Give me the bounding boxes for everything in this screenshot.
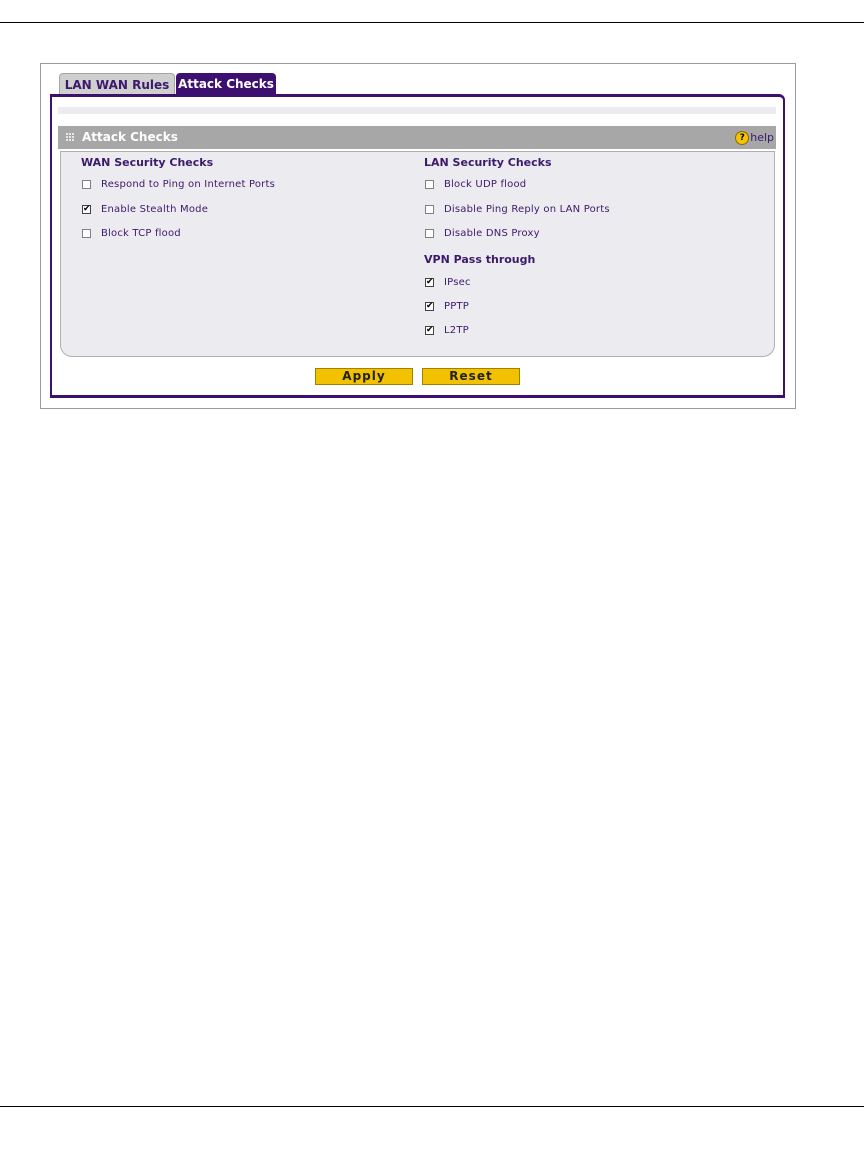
help-icon[interactable]: ? [735,131,749,145]
section-header [58,126,776,149]
option-disable-dns-proxy[interactable] [425,228,540,239]
option-ipsec[interactable] [425,277,471,288]
option-block-tcp-flood[interactable] [82,228,181,239]
option-label: Disable Ping Reply on LAN Ports [444,204,610,215]
help-link[interactable] [735,126,774,149]
message-bar [58,107,776,114]
grid-icon [66,133,76,143]
checkbox[interactable] [425,205,434,214]
checkbox[interactable]: ✔ [426,301,434,311]
option-label: Enable Stealth Mode [101,204,209,215]
checkbox[interactable]: ✔ [426,277,434,287]
option-enable-stealth-mode[interactable] [82,204,208,215]
top-rule [0,22,864,23]
option-label: Respond to Ping on Internet Ports [101,179,276,190]
checkbox[interactable]: ✔ [83,204,91,214]
lan-security-heading: LAN Security Checks [424,156,552,169]
checkbox[interactable]: ✔ [426,325,434,335]
checkbox[interactable] [82,180,91,189]
option-label: Block TCP flood [101,228,181,239]
option-label: PPTP [444,301,469,312]
checkbox[interactable] [82,229,91,238]
tab-lan-wan-rules[interactable]: LAN WAN Rules [59,73,175,95]
option-label: IPsec [444,277,471,288]
option-label: Disable DNS Proxy [444,228,540,239]
option-label: L2TP [444,325,469,336]
apply-button[interactable]: Apply [315,368,413,385]
option-pptp[interactable] [425,301,469,312]
tab-attack-checks[interactable]: Attack Checks [176,73,276,95]
reset-button[interactable]: Reset [422,368,520,385]
wan-security-heading: WAN Security Checks [81,156,214,169]
help-label[interactable]: help [750,131,774,144]
checkbox[interactable] [425,180,434,189]
option-label: Block UDP flood [444,179,527,190]
option-respond-ping[interactable] [82,179,275,190]
section-title: Attack Checks [82,130,178,144]
vpn-pass-through-heading: VPN Pass through [424,253,536,266]
option-l2tp[interactable] [425,325,469,336]
bottom-rule [0,1106,864,1107]
option-block-udp-flood[interactable] [425,179,526,190]
checkbox[interactable] [425,229,434,238]
option-disable-ping-reply-lan[interactable] [425,204,610,215]
